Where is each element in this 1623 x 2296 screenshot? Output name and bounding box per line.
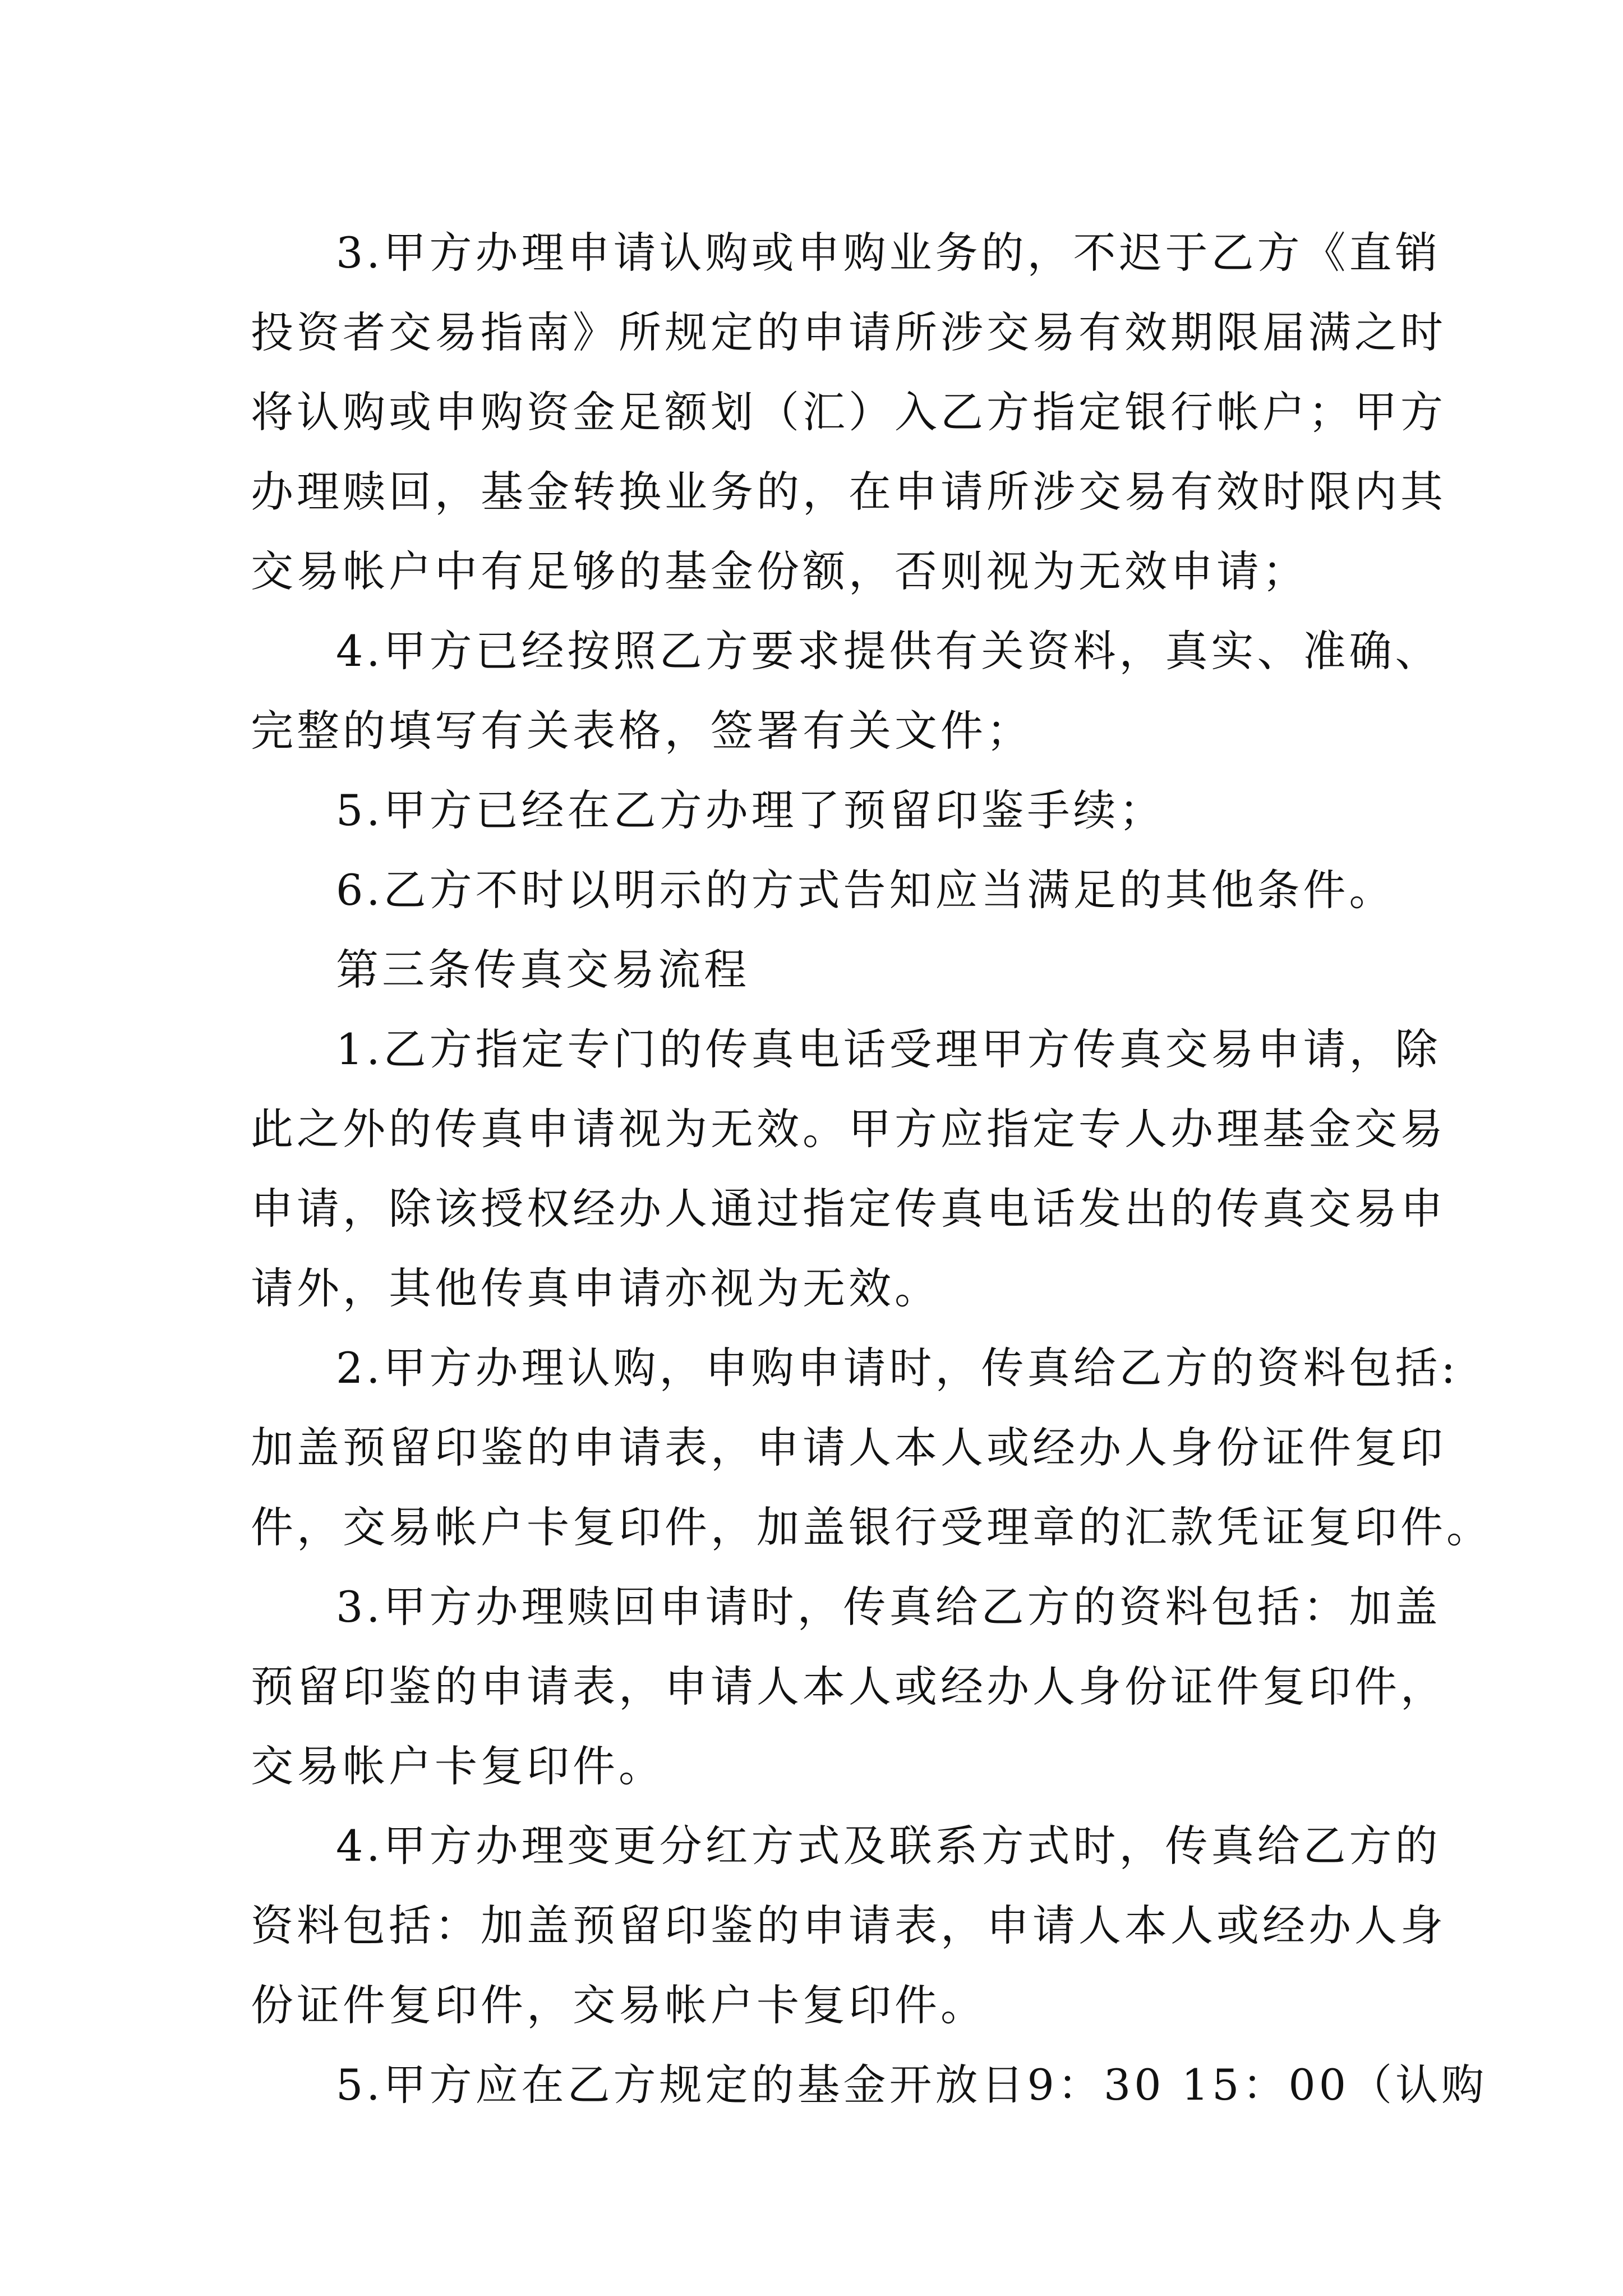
text-line: 4.甲方已经按照乙方要求提供有关资料，真实、准确、 bbox=[336, 626, 1441, 676]
text-line: 交易帐户中有足够的基金份额，否则视为无效申请； bbox=[251, 546, 1308, 596]
text-line: 2.甲方办理认购，申购申请时，传真给乙方的资料包括: bbox=[336, 1343, 1459, 1393]
text-line: 4.甲方办理变更分红方式及联系方式时，传真给乙方的 bbox=[336, 1821, 1441, 1871]
text-line: 件，交易帐户卡复印件，加盖银行受理章的汇款凭证复印件。 bbox=[251, 1502, 1492, 1552]
text-line: 5.甲方已经在乙方办理了预留印鉴手续； bbox=[336, 785, 1165, 835]
section-heading: 第三条传真交易流程 bbox=[336, 945, 750, 995]
text-line: 此之外的传真申请视为无效。甲方应指定专人办理基金交易 bbox=[251, 1104, 1446, 1154]
text-line: 请外，其他传真申请亦视为无效。 bbox=[251, 1263, 940, 1313]
text-line: 投资者交易指南》所规定的申请所涉交易有效期限届满之时 bbox=[251, 307, 1446, 357]
text-line: 资料包括：加盖预留印鉴的申请表，申请人本人或经办人身 bbox=[251, 1901, 1446, 1950]
text-line: 将认购或申购资金足额划（汇）入乙方指定银行帐户；甲方 bbox=[251, 387, 1446, 437]
text-line: 申请，除该授权经办人通过指定传真电话发出的传真交易申 bbox=[251, 1184, 1446, 1234]
text-line: 完整的填写有关表格，签署有关文件； bbox=[251, 706, 1032, 756]
text-line: 1.乙方指定专门的传真电话受理甲方传真交易申请，除 bbox=[336, 1024, 1441, 1074]
text-line: 3.甲方办理申请认购或申购业务的，不迟于乙方《直销 bbox=[336, 228, 1441, 278]
text-line: 办理赎回，基金转换业务的，在申请所涉交易有效时限内其 bbox=[251, 467, 1446, 517]
text-line: 交易帐户卡复印件。 bbox=[251, 1741, 665, 1791]
text-line: 加盖预留印鉴的申请表，申请人本人或经办人身份证件复印 bbox=[251, 1423, 1446, 1473]
text-line: 6.乙方不时以明示的方式告知应当满足的其他条件。 bbox=[336, 865, 1395, 915]
text-line: 3.甲方办理赎回申请时，传真给乙方的资料包括：加盖 bbox=[336, 1582, 1441, 1632]
text-line: 预留印鉴的申请表，申请人本人或经办人身份证件复印件， bbox=[251, 1662, 1446, 1711]
document-body bbox=[251, 213, 1492, 2125]
text-line: 5.甲方应在乙方规定的基金开放日9：30 15：00（认购 bbox=[336, 2060, 1488, 2110]
text-line: 份证件复印件，交易帐户卡复印件。 bbox=[251, 1980, 986, 2030]
